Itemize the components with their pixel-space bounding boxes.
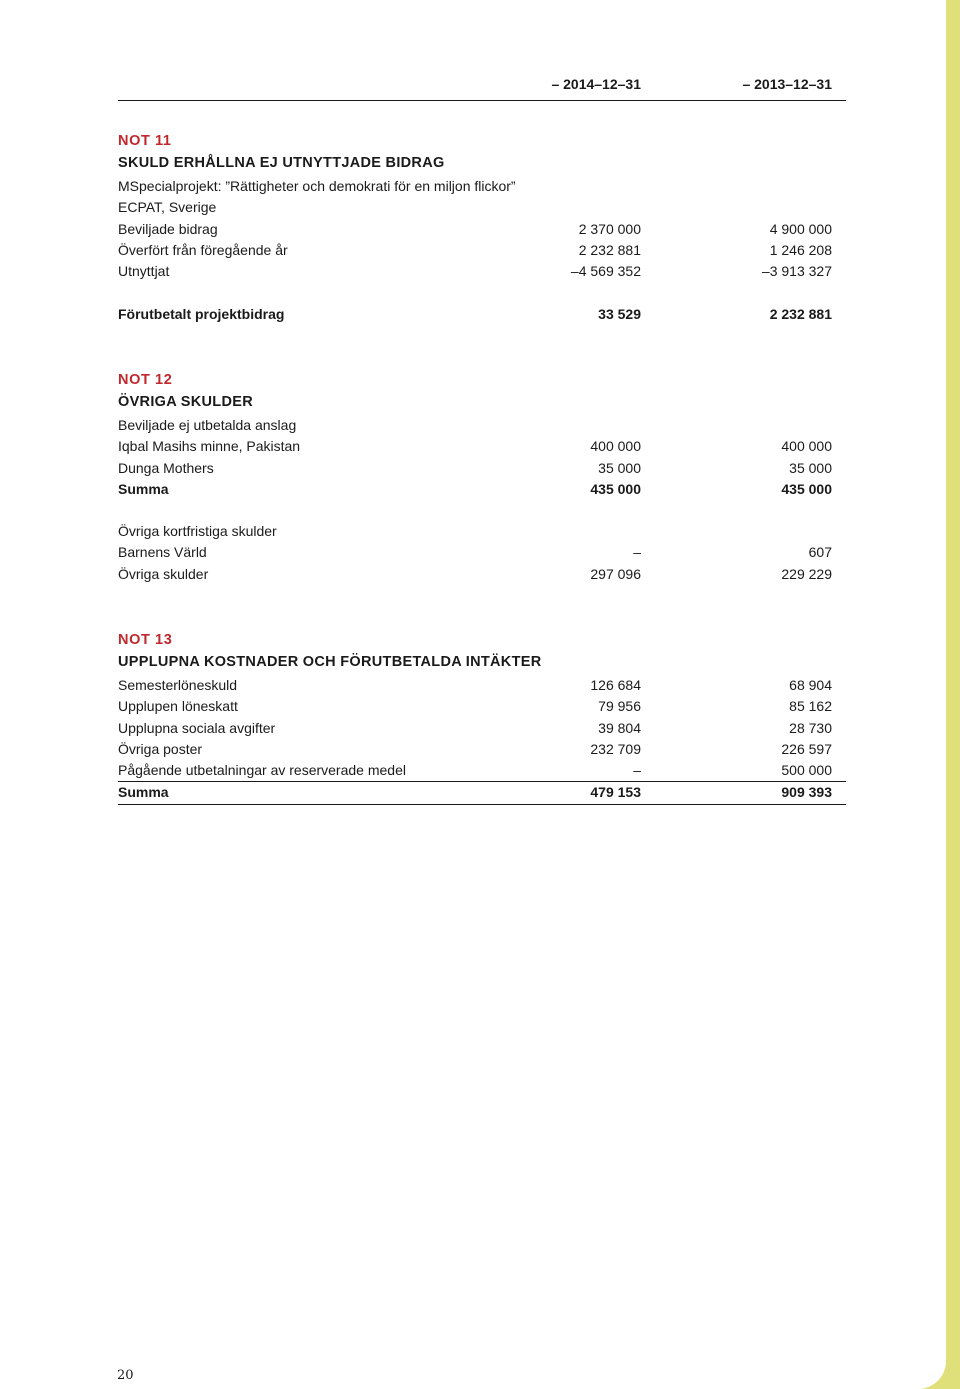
row-label: Upplupen löneskatt <box>118 698 238 715</box>
table-row <box>118 542 846 563</box>
note-11-organization-line: ECPAT, Sverige <box>118 199 217 216</box>
row-value-2014: 2 232 881 <box>578 241 641 258</box>
note-13-section <box>118 630 846 805</box>
row-value-2014: – <box>633 544 641 561</box>
group-heading: Övriga kortfristiga skulder <box>118 523 277 540</box>
table-row <box>118 219 846 240</box>
total-label: Summa <box>118 480 169 497</box>
row-label: Utnyttjat <box>118 263 170 280</box>
row-value-2014: 232 709 <box>590 740 641 757</box>
row-value-2013: 4 900 000 <box>769 220 832 237</box>
table-row <box>118 696 846 717</box>
row-value-2013: 400 000 <box>781 438 832 455</box>
note-11-number: NOT 11 <box>118 133 172 149</box>
note-13-title: UPPLUPNA KOSTNADER OCH FÖRUTBETALDA INTÄKTER <box>118 654 542 670</box>
table-row <box>118 760 846 782</box>
row-value-2014: 35 000 <box>598 459 641 476</box>
table-row <box>118 739 846 760</box>
column-header-2014: – 2014–12–31 <box>551 76 641 92</box>
table-row <box>118 261 846 282</box>
note-12-number: NOT 12 <box>118 372 173 388</box>
page-number: 20 <box>117 1368 134 1383</box>
table-row <box>118 436 846 457</box>
row-value-2014: – <box>633 762 641 779</box>
table-row <box>118 564 846 585</box>
row-label: Dunga Mothers <box>118 459 214 476</box>
note-11-description-line: MSpecialprojekt: ”Rättigheter och demokrati för en miljon flickor” <box>118 178 516 194</box>
row-value-2013: 226 597 <box>781 740 832 757</box>
row-label: Övriga poster <box>118 740 203 757</box>
row-value-2013: 85 162 <box>789 698 832 715</box>
total-value-2014: 479 153 <box>590 784 641 801</box>
table-total-row <box>118 304 846 325</box>
row-label: Upplupna sociala avgifter <box>118 719 276 736</box>
row-value-2014: –4 569 352 <box>570 263 641 280</box>
row-value-2014: 39 804 <box>598 719 641 736</box>
note-12-section <box>118 370 846 585</box>
table-total-row <box>118 479 846 500</box>
column-header-row <box>118 76 846 101</box>
row-value-2013: 1 246 208 <box>769 241 832 258</box>
note-11-title: SKULD ERHÅLLNA EJ UTNYTTJADE BIDRAG <box>118 155 445 171</box>
note-12-title: ÖVRIGA SKULDER <box>118 394 253 410</box>
row-label: Semesterlöneskuld <box>118 677 238 693</box>
column-header-2013: – 2013–12–31 <box>742 76 832 92</box>
group-heading: Beviljade ej utbetalda anslag <box>118 417 297 433</box>
row-label: Barnens Värld <box>118 544 207 561</box>
total-label: Förutbetalt projektbidrag <box>118 306 285 323</box>
row-value-2014: 79 956 <box>598 698 641 715</box>
total-value-2013: 435 000 <box>781 480 832 497</box>
note-11-section <box>118 131 846 326</box>
row-value-2013: 68 904 <box>789 677 832 693</box>
note-13-number: NOT 13 <box>118 632 173 648</box>
table-row <box>118 675 846 696</box>
row-label: Övriga skulder <box>118 565 209 582</box>
row-label: Iqbal Masihs minne, Pakistan <box>118 438 301 455</box>
row-value-2013: 35 000 <box>789 459 832 476</box>
total-value-2014: 435 000 <box>590 480 641 497</box>
row-value-2014: 400 000 <box>590 438 641 455</box>
row-value-2014: 2 370 000 <box>578 220 641 237</box>
row-value-2014: 297 096 <box>590 565 641 582</box>
row-value-2013: 229 229 <box>781 565 832 582</box>
table-row <box>118 458 846 479</box>
row-value-2013: 607 <box>808 544 832 561</box>
total-value-2013: 909 393 <box>781 784 832 801</box>
row-label: Överfört från föregående år <box>118 241 288 258</box>
total-value-2014: 33 529 <box>598 306 641 323</box>
row-value-2014: 126 684 <box>590 677 641 693</box>
table-row <box>118 718 846 739</box>
row-label: Pågående utbetalningar av reserverade medel <box>118 762 406 779</box>
row-label: Beviljade bidrag <box>118 220 218 237</box>
row-value-2013: 28 730 <box>789 719 832 736</box>
row-value-2013: –3 913 327 <box>761 263 832 280</box>
table-row <box>118 240 846 261</box>
total-label: Summa <box>118 784 169 801</box>
total-value-2013: 2 232 881 <box>769 306 832 323</box>
row-value-2013: 500 000 <box>781 762 832 779</box>
table-total-row <box>118 782 846 804</box>
